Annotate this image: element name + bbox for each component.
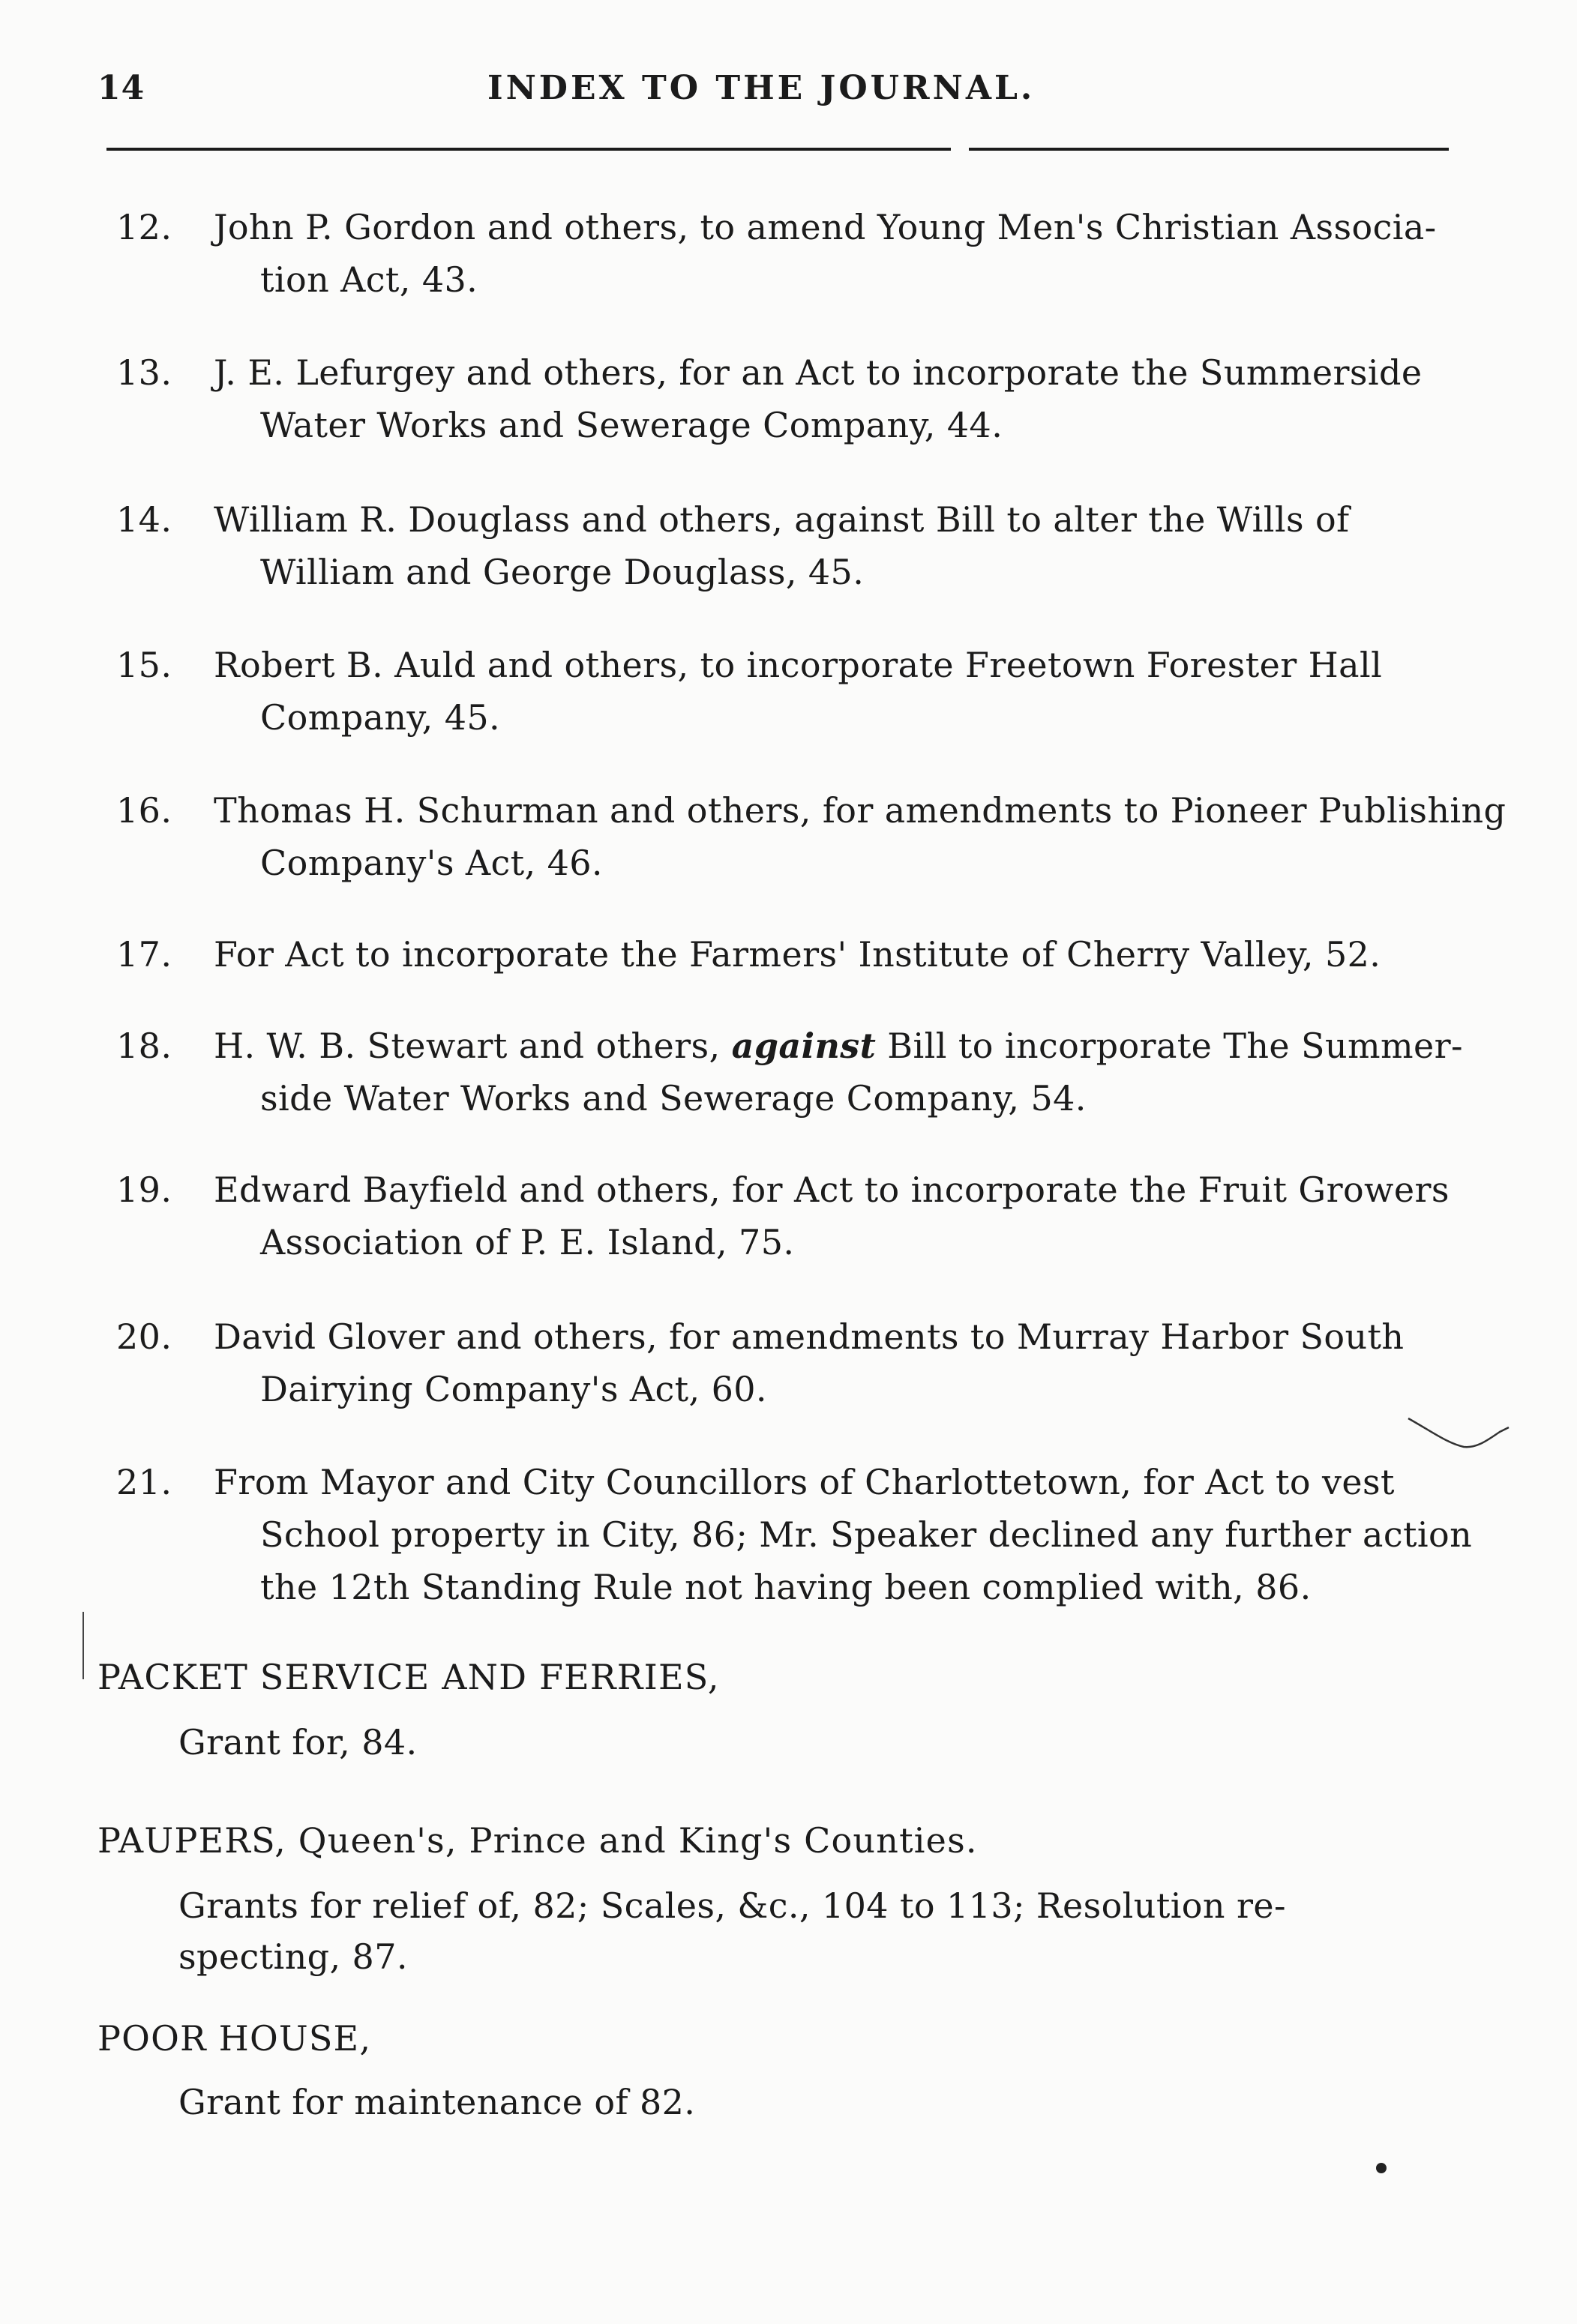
- entry-number: 14.: [116, 499, 172, 540]
- running-title: INDEX TO THE JOURNAL.: [487, 69, 1036, 107]
- section-body: [178, 1717, 418, 1768]
- entry-line: Robert B. Auld and others, to incorporate Freetown Forester Hall: [214, 645, 1383, 685]
- entry-line: From Mayor and City Councillors of Charlottetown, for Act to vest: [214, 1462, 1395, 1502]
- entry-line-part: Bill to incorporate The Summer-: [876, 1026, 1463, 1066]
- entry-line: the 12th Standing Rule not having been complied with, 86.: [260, 1567, 1312, 1607]
- page-number: 14: [97, 69, 145, 107]
- entry-line: John P. Gordon and others, to amend Young Men's Christian Associa-: [214, 207, 1437, 247]
- section-heading-paupers: PAUPERS, Queen's, Prince and King's Counties.: [97, 1820, 978, 1861]
- entry-line: William and George Douglass, 45.: [260, 552, 865, 592]
- entry-line: Edward Bayfield and others, for Act to incorporate the Fruit Growers: [214, 1169, 1450, 1210]
- entry-number: 18.: [116, 1026, 172, 1066]
- entry-number: 20.: [116, 1316, 172, 1357]
- entry-line: Association of P. E. Island, 75.: [260, 1222, 795, 1262]
- entry-line: Company, 45.: [260, 697, 501, 738]
- entry-number: 15.: [116, 645, 172, 685]
- entry-number: 12.: [116, 207, 172, 247]
- entry-number: 16.: [116, 790, 172, 831]
- entry-number: 17.: [116, 934, 172, 975]
- emphasis: against: [731, 1026, 877, 1066]
- entry-line: For Act to incorporate the Farmers' Institute of Cherry Valley, 52.: [214, 934, 1381, 975]
- entry-line: School property in City, 86; Mr. Speaker declined any further action: [260, 1514, 1473, 1555]
- entry-number: 13.: [116, 352, 172, 393]
- section-heading-poor-house: POOR HOUSE,: [97, 2018, 372, 2059]
- section-heading-packet-service: PACKET SERVICE AND FERRIES,: [97, 1657, 720, 1697]
- entry-line: Dairying Company's Act, 60.: [260, 1369, 767, 1409]
- entry-line: William R. Douglass and others, against Bill to alter the Wills of: [214, 499, 1350, 540]
- entry-line-part: H. W. B. Stewart and others,: [214, 1026, 732, 1066]
- section-line: specting, 87.: [178, 1936, 408, 1977]
- entry-line: David Glover and others, for amendments to Murray Harbor South: [214, 1316, 1405, 1357]
- entry-number: 21.: [116, 1462, 172, 1502]
- entry-line: Company's Act, 46.: [260, 843, 603, 883]
- entry-line: Water Works and Sewerage Company, 44.: [260, 405, 1003, 445]
- entry-line: [214, 1020, 1571, 1072]
- entry-line: tion Act, 43.: [260, 259, 478, 300]
- entry-line: Thomas H. Schurman and others, for amendments to Pioneer Publishing: [214, 790, 1507, 831]
- section-line: Grants for relief of, 82; Scales, &c., 104 to 113; Resolution re-: [178, 1885, 1286, 1926]
- section-body: [178, 2077, 695, 2128]
- section-line: Grant for maintenance of 82.: [178, 2082, 696, 2122]
- entry-line: J. E. Lefurgey and others, for an Act to incorporate the Summerside: [214, 352, 1423, 393]
- section-line: Grant for, 84.: [178, 1722, 418, 1762]
- entry-line: side Water Works and Sewerage Company, 54.: [260, 1078, 1087, 1119]
- section-body: [178, 1880, 1286, 1982]
- entry-number: 19.: [116, 1169, 172, 1210]
